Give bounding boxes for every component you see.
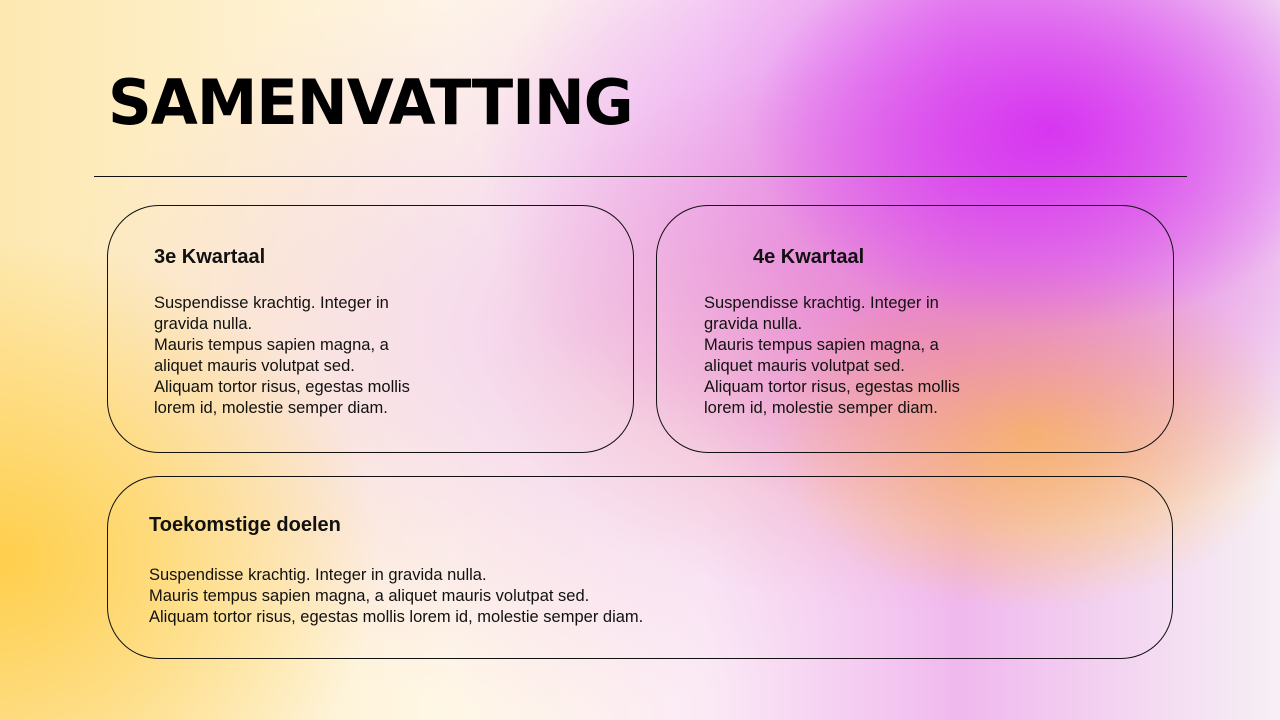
- card-body: Suspendisse krachtig. Integer in gravida nulla. Mauris tempus sapien magna, a aliquet mauris volutpat sed. Aliquam tortor risus, egestas mollis lorem id, molestie semper diam.: [149, 566, 644, 626]
- card-body: Suspendisse krachtig. Integer in gravida nulla. Mauris tempus sapien magna, a aliquet mauris volutpat sed. Aliquam tortor risus, egestas mollis lorem id, molestie semper diam.: [704, 294, 960, 417]
- card-q3: [107, 205, 634, 453]
- card-heading: 3e Kwartaal: [154, 246, 266, 268]
- page-title: SAMENVATTING: [108, 66, 633, 139]
- card-heading: 4e Kwartaal: [753, 246, 865, 268]
- divider: [94, 176, 1187, 177]
- card-body: Suspendisse krachtig. Integer in gravida nulla. Mauris tempus sapien magna, a aliquet mauris volutpat sed. Aliquam tortor risus, egestas mollis lorem id, molestie semper diam.: [154, 294, 410, 417]
- card-q4: [656, 205, 1174, 453]
- card-future-goals: [107, 476, 1173, 659]
- card-heading: Toekomstige doelen: [149, 514, 341, 536]
